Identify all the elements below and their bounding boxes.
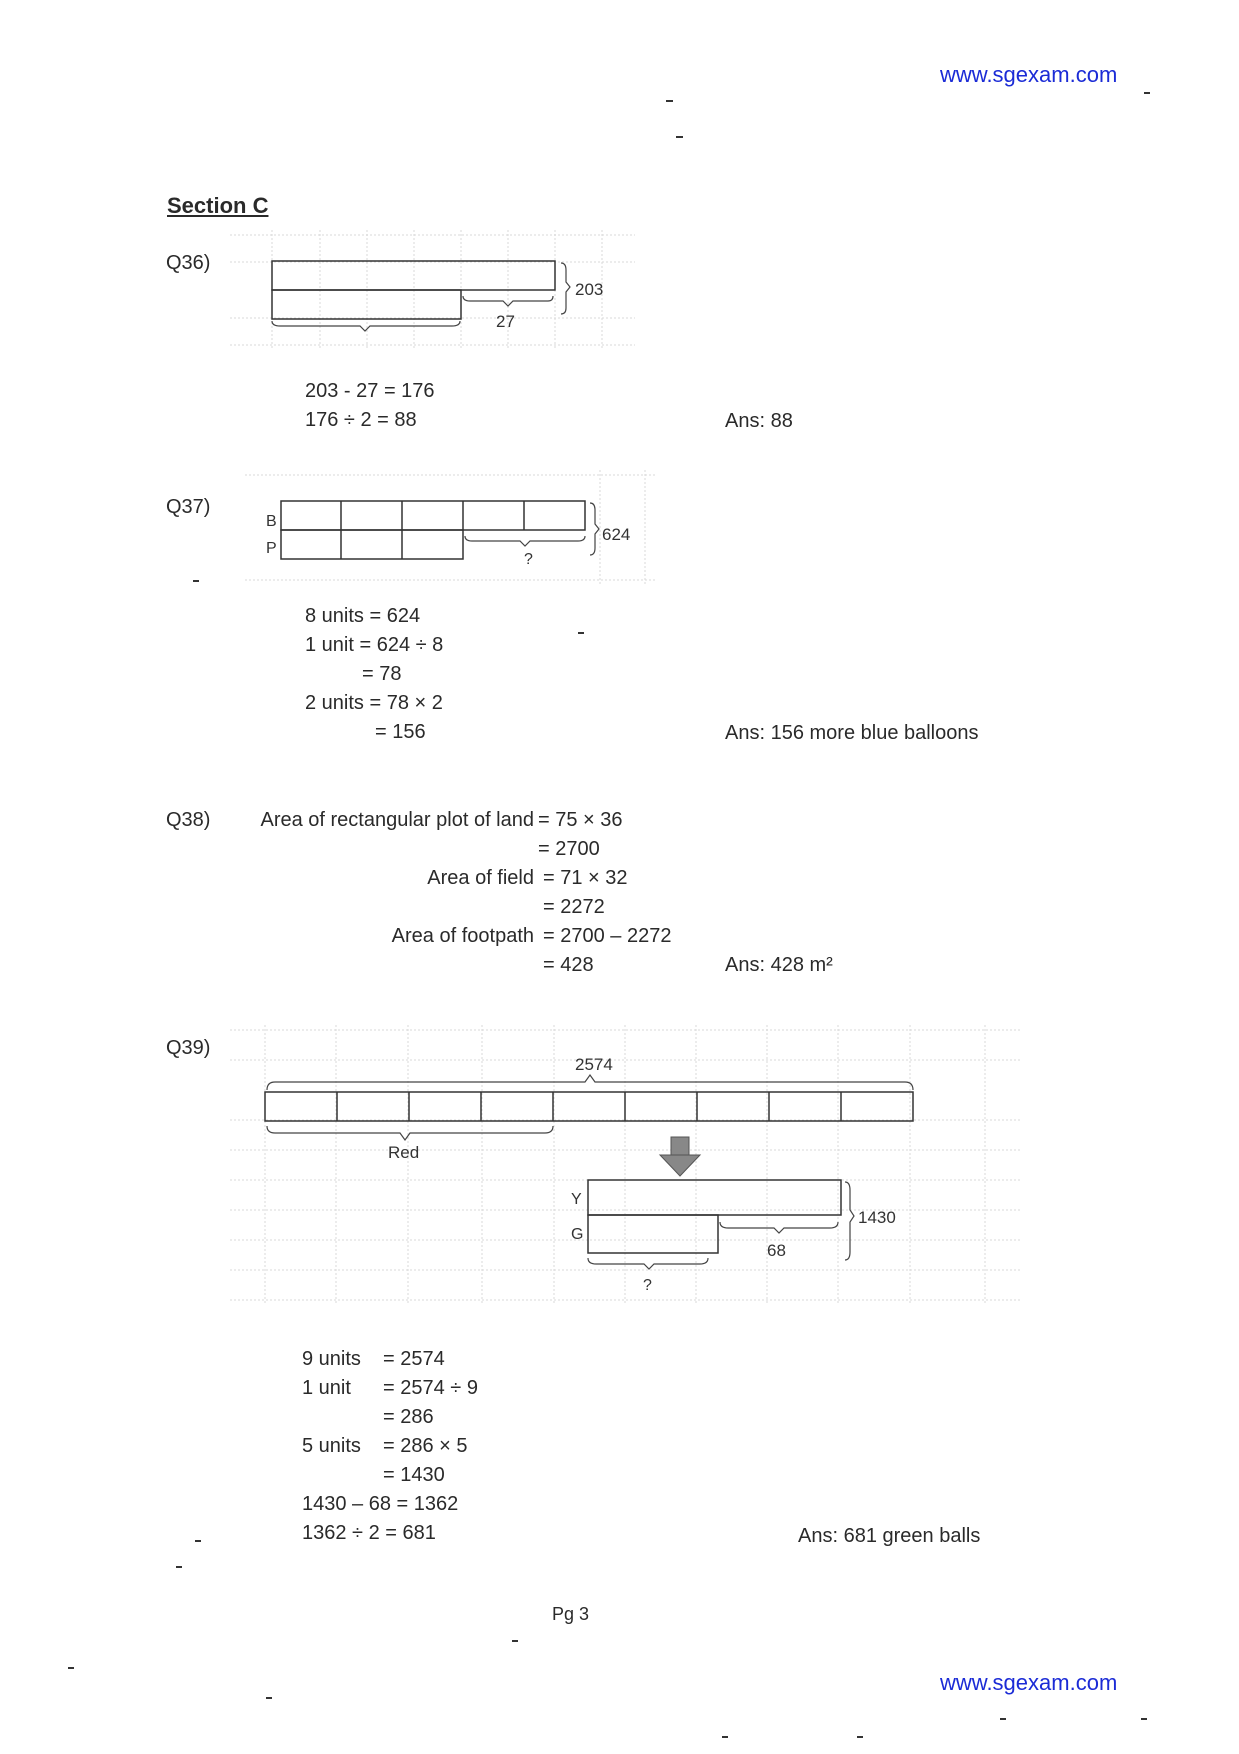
q38-answer: Ans: 428 m² xyxy=(725,954,833,976)
down-arrow-icon xyxy=(660,1137,700,1176)
q38-row-2-right: = 2700 xyxy=(538,838,600,860)
q39-line-4-b: = 286 × 5 xyxy=(383,1435,468,1457)
q39-row-g-label: G xyxy=(571,1226,584,1243)
q37-row-b-label: B xyxy=(266,513,277,530)
q38-label: Q38) xyxy=(166,809,211,831)
scan-speck xyxy=(676,136,683,138)
q36-diff-label: 27 xyxy=(496,312,515,331)
q39-line-4-a: 5 units xyxy=(302,1435,361,1457)
q37-answer: Ans: 156 more blue balloons xyxy=(725,722,979,744)
scan-speck xyxy=(195,1540,201,1542)
q37-line-1: 8 units = 624 xyxy=(305,605,421,627)
scan-speck xyxy=(512,1640,518,1642)
q39-answer: Ans: 681 green balls xyxy=(798,1525,981,1547)
q37-line-2: 1 unit = 624 ÷ 8 xyxy=(305,634,444,656)
q38-row-1-right: = 75 × 36 xyxy=(538,809,623,831)
q36-total-label: 203 xyxy=(575,280,604,299)
q38-row-5-right: = 2700 – 2272 xyxy=(543,925,672,947)
q38-row-3-right: = 71 × 32 xyxy=(543,867,628,889)
q36-answer: Ans: 88 xyxy=(725,410,793,432)
section-title: Section C xyxy=(167,193,269,218)
header-site-link[interactable]: www.sgexam.com xyxy=(940,62,1118,87)
scan-speck xyxy=(176,1566,182,1568)
q39-line-1-a: 9 units xyxy=(302,1348,361,1370)
q38-row-6-right: = 428 xyxy=(543,954,594,976)
q39-line-3-b: = 286 xyxy=(383,1406,434,1428)
q37-line-5: = 156 xyxy=(375,721,426,743)
scan-speck xyxy=(1141,1718,1147,1720)
q38-row-3-left: Area of field xyxy=(427,867,534,889)
q38-row-5-left: Area of footpath xyxy=(391,925,534,947)
q39-row-y-label: Y xyxy=(571,1191,582,1208)
scan-speck xyxy=(578,632,584,634)
q39-red-label: Red xyxy=(388,1143,420,1162)
q37-label: Q37) xyxy=(166,496,211,518)
q36-line-1: 203 - 27 = 176 xyxy=(305,380,435,402)
q37-total-label: 624 xyxy=(602,525,631,544)
q36-label: Q36) xyxy=(166,252,211,274)
q36-line-2: 176 ÷ 2 = 88 xyxy=(305,409,417,431)
scan-speck xyxy=(857,1736,863,1738)
scan-speck xyxy=(666,100,673,102)
q39-label: Q39) xyxy=(166,1037,211,1059)
q39-line-1-b: = 2574 xyxy=(383,1348,445,1370)
q39-line-6-a: 1430 – 68 = 1362 xyxy=(302,1493,459,1515)
scan-speck xyxy=(266,1697,272,1699)
q39-line-7-a: 1362 ÷ 2 = 681 xyxy=(302,1522,436,1544)
q37-row-p-label: P xyxy=(266,540,277,557)
q39-total-label: 2574 xyxy=(575,1055,613,1074)
q38-row-1-left: Area of rectangular plot of land xyxy=(260,809,534,831)
scan-speck xyxy=(722,1736,728,1738)
scan-speck xyxy=(68,1667,74,1669)
scan-speck xyxy=(193,580,199,582)
q39-diff-label: 68 xyxy=(767,1241,786,1260)
q39-line-2-a: 1 unit xyxy=(302,1377,351,1399)
scan-speck xyxy=(1000,1718,1006,1720)
footer-site-link[interactable]: www.sgexam.com xyxy=(940,1670,1118,1695)
page-number: Pg 3 xyxy=(552,1604,590,1624)
q39-yg-total-label: 1430 xyxy=(858,1208,896,1227)
q39-unknown-label: ? xyxy=(643,1277,652,1294)
q38-row-4-right: = 2272 xyxy=(543,896,605,918)
q37-line-4: 2 units = 78 × 2 xyxy=(305,692,443,714)
q39-line-5-b: = 1430 xyxy=(383,1464,445,1486)
q37-unknown-label: ? xyxy=(524,551,533,568)
q39-line-2-b: = 2574 ÷ 9 xyxy=(383,1377,478,1399)
q37-line-3: = 78 xyxy=(362,663,402,685)
scan-speck xyxy=(1144,92,1150,94)
